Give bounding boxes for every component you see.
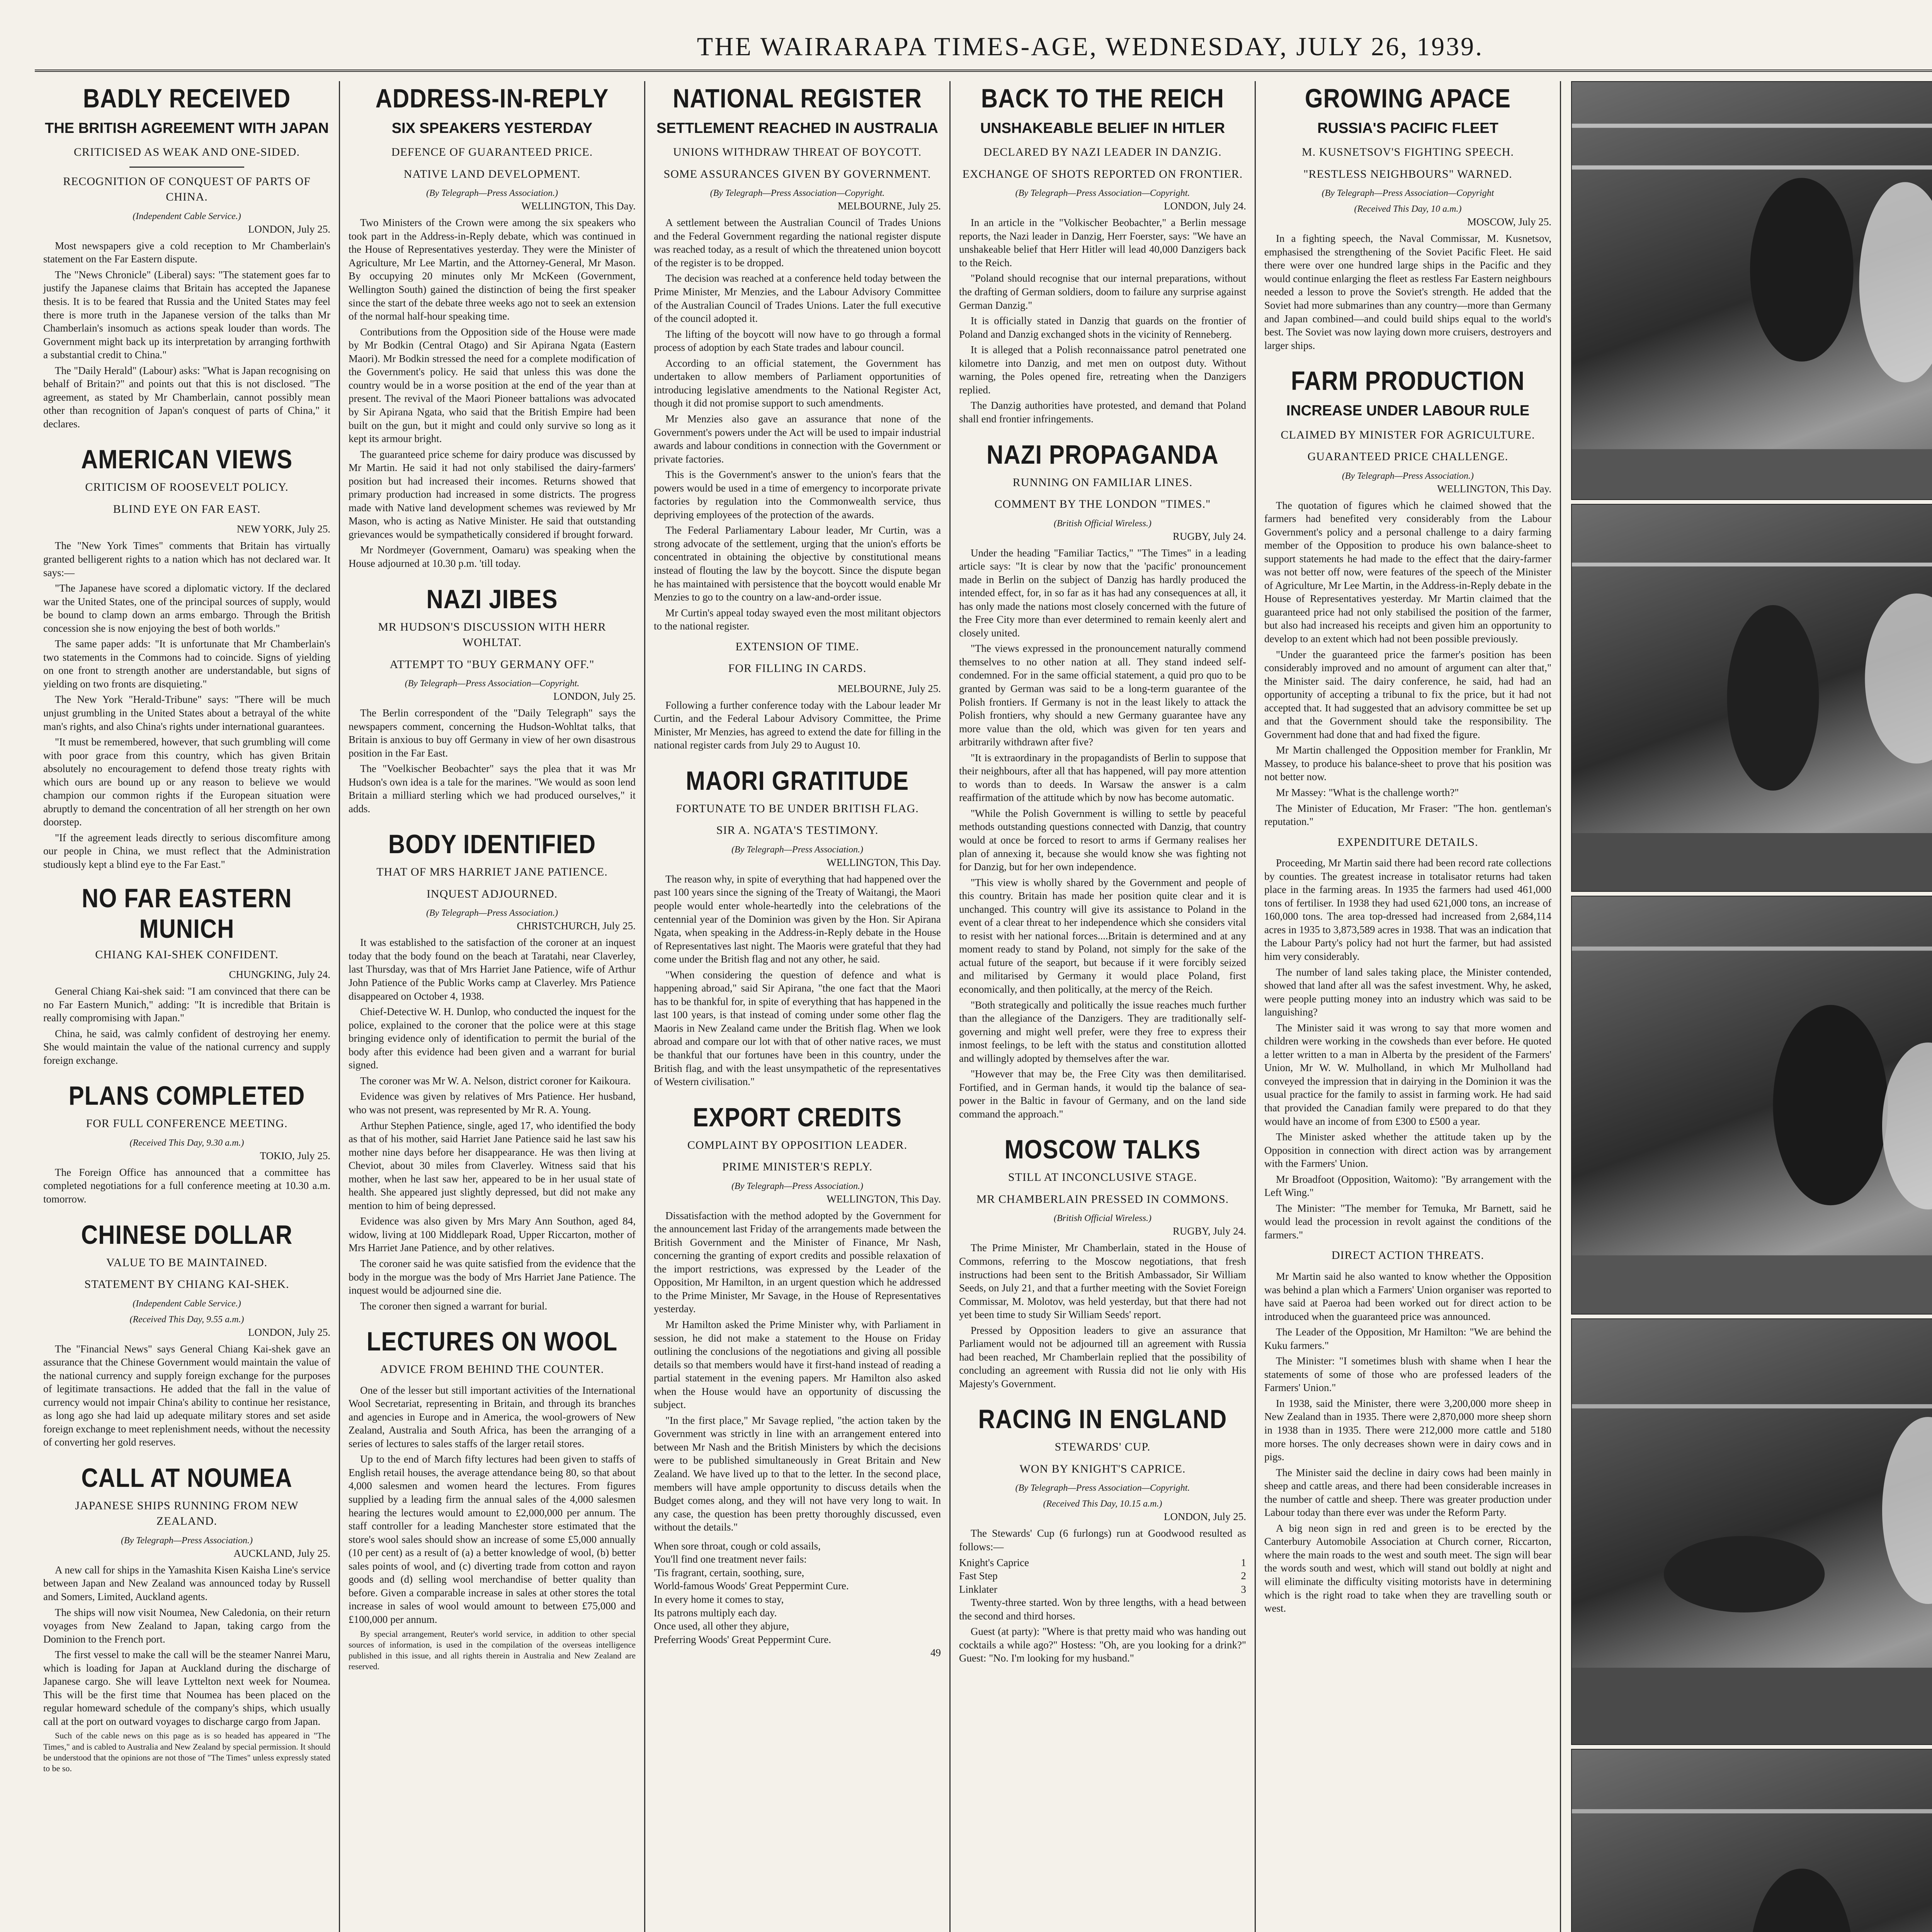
paragraph: "Under the guaranteed price the farmer's position has been considerably improved and no amount of argument can alter that," the Minister said. The dairy conference, he said, had had an opportunity of accepting a tribunal to fix the price, but it had not accepted that. It had suggested that an advisory committee be set up and that the Government should take the responsibility. The Government had done that and had fixed the figure. <box>1264 648 1551 740</box>
headline: CALL AT NOUMEA <box>81 1463 293 1493</box>
article-moscow-talks <box>959 1136 1246 1390</box>
paragraph: The Minister: "The member for Temuka, Mr Barnett, said he would lead the procession in revolt against the conditions of the farmers." <box>1264 1202 1551 1241</box>
subhead: M. KUSNETSOV'S FIGHTING SPEECH. <box>1302 146 1514 159</box>
subhead: CLAIMED BY MINISTER FOR AGRICULTURE. <box>1281 428 1535 441</box>
paragraph: A new call for ships in the Yamashita Kisen Kaisha Line's service between Japan and New Zealand was announced today by Russell and Somers, Limited, Auckland agents. <box>43 1564 330 1602</box>
paragraph: The coroner then signed a warrant for burial. <box>360 1300 548 1312</box>
dateline: LONDON, July 25. <box>248 223 330 235</box>
subhead: CRITICISM OF ROOSEVELT POLICY. <box>85 481 289 494</box>
dateline: TOKIO, July 25. <box>260 1150 330 1162</box>
boxing-photo-3 <box>1571 896 1932 1315</box>
headline: PLANS COMPLETED <box>68 1081 305 1111</box>
credit: (By Telegraph—Press Association—Copyright <box>1321 188 1494 199</box>
paragraph: Under the heading "Familiar Tactics," "The Times" in a leading article says: "It is clear by now that the 'pacific' pronouncement made in Berlin on the subject of Danzig has hardly produced the intended effect, for, in so far as it has had any consequences at all, it has only made the nations most closely concerned with the future of the Free City more than ever determined to remain keenly alert and closely united. <box>959 547 1246 639</box>
newspaper-page <box>35 23 1932 1932</box>
subhead: ATTEMPT TO "BUY GERMANY OFF." <box>389 658 595 671</box>
photo-column <box>1561 81 1932 1932</box>
article-body <box>43 1563 330 1774</box>
dateline: CHUNGKING, July 24. <box>229 969 330 981</box>
article-body <box>43 1342 330 1449</box>
subhead: JAPANESE SHIPS RUNNING FROM NEW ZEALAND. <box>75 1499 299 1528</box>
ad-line: You'll find one treatment never fails: <box>654 1553 807 1565</box>
article-body <box>1264 1270 1551 1615</box>
subhead: STATEMENT BY CHIANG KAI-SHEK. <box>84 1278 289 1291</box>
article-body <box>43 985 330 1067</box>
paragraph: Contributions from the Opposition side of the House were made by Mr Bodkin (Central Otago) and Sir Apirana Ngata (Eastern Maori). Mr Bodkin stressed the need for a complete modification of the Government's policy. He said that unless this was done the country would be in a worse position at the end of the year than at present. The revival of the Maori Pioneer battalions was advocated by Sir Apirana Ngata, who said that the British Empire had been built on the gun, but it might and could only survive so long as it kept its armour bright. <box>349 326 636 445</box>
paragraph: The "News Chronicle" (Liberal) says: "The statement goes far to justify the Japanese claims that Britain has accepted the Japanese thesis. It is to be feared that Russia and the United States may feel there is more truth in the Japanese version of the talks than Mr Chamberlain's insomuch as actions speak louder than words. The Government might back up its interpretation by arranging forthwith a substantial credit to China." <box>43 269 330 361</box>
paragraph: In a fighting speech, the Naval Commissar, M. Kusnetsov, emphasised the strengthening of the Soviet Pacific Fleet. He said there were over one hundred large ships in the Pacific and they would continue enlarging the fleet as restless Far Eastern neighbours needed a lesson to prove the Soviet's strength. He added that the Soviet had more submarines than any country—more than Germany and Japan combined—and could build ships equal to the world's best. The Soviet was now laying down more cruisers, destroyers and larger ships. <box>1264 233 1551 351</box>
peppermint-cure-ad <box>654 1539 941 1660</box>
paragraph: A big neon sign in red and green is to be erected by the Canterbury Automobile Association at Church corner, Riccarton, where the main roads to the west and south meet. The sign will bear the words south and west, which will stand out boldly at night and will eliminate the difficulty visiting motorists have in determining which is the right road to take when they are travelling south or west. <box>1264 1522 1551 1614</box>
credit: (Received This Day, 10.15 a.m.) <box>1043 1499 1162 1509</box>
headline: CHINESE DOLLAR <box>81 1219 293 1250</box>
paragraph: Dissatisfaction with the method adopted by the Government for the announcement last Friday of the arrangements made between the British Government and the Minister of Finance, Mr Nash, concerning the granting of export credits and possible relaxation of the import restrictions, was expressed by the Leader of the Opposition, Mr Hamilton, in an urgent question which he addressed to the Prime Minister, Mr Savage, in the House of Representatives yesterday. <box>654 1209 941 1315</box>
horse-name: Fast Step <box>959 1570 998 1582</box>
paragraph: In 1938, said the Minister, there were 3,200,000 more sheep in New Zealand than in 1935. There were 2,870,000 more sheep shorn in 1938 than in 1935. There were 212,000 more cattle and 5180 more horses. The only decreases shown were in dairy cows and in pigs. <box>1264 1397 1551 1463</box>
paragraph: The guaranteed price scheme for dairy produce was discussed by Mr Martin. He said it had not only stabilised the dairy-farmers' position but had increased their incomes. Returns showed that primary production had increased in some districts. The progress made with Native land development schemes was reviewed by Mr Mason, who is acting as Native Minister. He said that outstanding grievances would be sympathetically considered if brought forward. <box>349 448 636 540</box>
headline: MOSCOW TALKS <box>1004 1134 1201 1165</box>
paragraph: Pressed by Opposition leaders to give an assurance that Parliament would not be adjourned till an agreement with Russia had been reached, Mr Chamberlain replied that the possibility of concluding an agreement with Russia did not lie only with His Majesty's Government. <box>959 1324 1246 1389</box>
result-row <box>959 1556 1246 1570</box>
deck: UNSHAKEABLE BELIEF IN HITLER <box>980 120 1225 136</box>
paragraph: The "Voelkischer Beobachter" says the plea that it was Mr Hudson's own idea is a tale for the marines. "We would as soon lend Britain a milliard sterling which we had produced ourselves," it adds. <box>349 763 636 815</box>
paragraph: One of the lesser but still important activities of the International Wool Secretariat, representing in Britain, and through its branches and agencies in Europe and in America, the wool-growers of New Zealand, Australia and South Africa, has been the arranging of a series of lectures to sales staffs of the larger retail stores. <box>349 1384 636 1449</box>
paragraph: Up to the end of March fifty lectures had been given to staffs of English retail houses, the average attendance being 80, so that about 4,000 salesmen and women heard the lectures. From figures supplied by a leading firm the annual sales of the 4,000 salesmen hearing the lectures would amount to £2,000,000 per annum. The staff controller for a leading Manchester store estimated that the store's wool sales should show an increase of some £5,000 annually (10 per cent) as a result of (a) a better knowledge of wool, (b) better sales points of wool, and (c) diverting trade from cotton and rayon goods and (d) selling wool merchandise of better quality than before. Given a comparable increase in sales at other stores the total increase in sales of wool would amount to between £75,000 and £100,000 per annum. <box>349 1453 636 1625</box>
paragraph: The Minister of Education, Mr Fraser: "The hon. gentleman's reputation." <box>1264 802 1551 828</box>
paragraph: The "New York Times" comments that Britain has virtually granted belligerent rights to a nation which has not declared war. It says:— <box>43 540 330 578</box>
subhead: RUNNING ON FAMILIAR LINES. <box>1012 476 1193 489</box>
paragraph: Mr Menzies also gave an assurance that none of the Government's powers under the Act will be used to impair industrial awards and labour conditions in connection with the Government or private factories. <box>654 413 941 465</box>
paragraph: This is the Government's answer to the union's fears that the powers would be used in a time of emergency to incorporate private factories by regulation into the Commonwealth service, thus depriving employees of the protection of the awards. <box>654 469 941 520</box>
subhead: MR CHAMBERLAIN PRESSED IN COMMONS. <box>976 1192 1229 1206</box>
article-back-to-the-reich <box>959 85 1246 426</box>
paragraph: The decision was reached at a conference held today between the Prime Minister, Mr Menzies, and the Labour Advisory Committee of the Australian Council of Trades Unions. Later the full executive of the council adopted it. <box>654 272 941 325</box>
paragraph: In an article in the "Volkischer Beobachter," a Berlin message reports, the Nazi leader in Danzig, Herr Foerster, says: "We have an unshakeable belief that Herr Hitler will lead 40,000 Danzigers back to the Reich. <box>959 217 1246 269</box>
dateline: NEW YORK, July 25. <box>236 523 330 535</box>
credit: (By Telegraph—Press Association.) <box>1342 471 1474 481</box>
paragraph: "It must be remembered, however, that such grumbling will come with poor grace from this country, which has given Britain absolutely no encouragement to defend those treaty rights with which ours are bound up or any reason to believe we would champion our common rights if the European situation were abruptly to demand the concentration of all her strength on her own doorstep. <box>43 736 330 828</box>
article-body <box>959 1527 1246 1665</box>
article-body <box>1264 499 1551 828</box>
paragraph: The Foreign Office has announced that a committee has completed negotiations for a full conference meeting at 10.30 a.m. tomorrow. <box>43 1166 330 1205</box>
subhead: FORTUNATE TO BE UNDER BRITISH FLAG. <box>676 802 919 815</box>
article-body-identified <box>349 831 636 1313</box>
article-farm-production <box>1264 367 1551 1615</box>
subhead: PRIME MINISTER'S REPLY. <box>722 1160 873 1173</box>
column-1 <box>35 81 340 1932</box>
paragraph: Chief-Detective W. H. Dunlop, who conducted the inquest for the police, explained to the coroner that the police were at this stage bringing evidence only of identification to permit the burial of the body after this evidence had been given and a warrant for burial signed. <box>349 1006 636 1071</box>
article-body <box>654 699 941 752</box>
ad-line: 'Tis fragrant, certain, soothing, sure, <box>654 1566 804 1578</box>
paragraph: It is officially stated in Danzig that guards on the frontier of Poland and Danzig exchanged shots in the vicinity of Renneberg. <box>959 315 1246 340</box>
article-racing-in-england <box>959 1406 1246 1665</box>
article-badly-received <box>43 85 330 430</box>
article-plans-completed <box>43 1082 330 1206</box>
article-body <box>959 216 1246 425</box>
ad-line: Preferring Woods' Great Peppermint Cure. <box>654 1633 831 1645</box>
paragraph: The Stewards' Cup (6 furlongs) run at Goodwood resulted as follows:— <box>959 1527 1246 1553</box>
times-note: Such of the cable news on this page as is so headed has appeared in "The Times," and is cabled to Australia and New Zealand by special permission. It should be understood that the opinions are not those of "The Times" unless expressly stated to be so. <box>43 1731 330 1773</box>
credit: (By Telegraph—Press Association.) <box>426 908 558 918</box>
article-call-at-noumea <box>43 1464 330 1774</box>
paragraph: Evidence was given by relatives of Mrs Patience. Her husband, who was not present, was represented by Mr R. A. Young. <box>349 1090 636 1116</box>
reuter-note: By special arrangement, Reuter's world service, in addition to other special sources of information, is used in the compilation of the overseas intelligence published in this issue, and all rights therein in Australia and New Zealand are reserved. <box>349 1629 636 1671</box>
subhead: "RESTLESS NEIGHBOURS" WARNED. <box>1303 167 1512 180</box>
paragraph: Mr Broadfoot (Opposition, Waitomo): "By arrangement with the Left Wing." <box>1264 1173 1551 1199</box>
dateline: WELLINGTON, This Day. <box>827 1193 941 1205</box>
result-row <box>959 1569 1246 1583</box>
column-5 <box>1256 81 1561 1932</box>
article-body <box>959 1241 1246 1390</box>
dateline: LONDON, July 24. <box>1164 200 1246 212</box>
subhead: DEFENCE OF GUARANTEED PRICE. <box>391 146 593 159</box>
paragraph: The same paper adds: "It is unfortunate that Mr Chamberlain's two statements in the Commons had to coincide. Signs of yielding on one front to strength another are understandable, but signs of yielding on two fronts are disquieting." <box>43 638 330 690</box>
subhead: NATIVE LAND DEVELOPMENT. <box>403 167 581 180</box>
placing: 3 <box>1241 1583 1246 1595</box>
paragraph: The ships will now visit Noumea, New Caledonia, on their return voyages from New Zealand to Japan, taking cargo from the Dominion to the French port. <box>43 1606 330 1645</box>
credit: (Received This Day, 9.55 a.m.) <box>129 1314 244 1325</box>
paragraph: The coroner was Mr W. A. Nelson, district coroner for Kaikoura. <box>360 1075 631 1087</box>
credit: (By Telegraph—Press Association—Copyright. <box>405 679 580 689</box>
article-body <box>654 1209 941 1534</box>
paragraph: The lifting of the boycott will now have to go through a formal process of adoption by each State trades and labour council. <box>654 328 941 354</box>
headline: NAZI JIBES <box>426 584 558 614</box>
dateline: MELBOURNE, July 25. <box>837 200 941 212</box>
paragraph: It is alleged that a Polish reconnaissance patrol penetrated one kilometre into Danzig, and met men on outpost duty. Without warning, the Poles opened fire, retreating when the Danzigers replied. <box>959 344 1246 396</box>
headline: AMERICAN VIEWS <box>81 444 293 474</box>
paragraph: Guest (at party): "Where is that pretty maid who was handing out cocktails a while ago?" Hostess: "Oh, are you looking for a drink?" Guest: "No. I'm looking for my husband." <box>959 1626 1246 1664</box>
paragraph: Proceeding, Mr Martin said there had been record rate collections by counties. The greatest increase in totalisator returns had taken place in the farming areas. In 1935 the farmers had used 461,000 tons of fertiliser. In 1938 they had used 621,000 tons, an increase of 160,000 tons. The area top-dressed had increased from 2,684,114 acres in 1935 to 3,873,589 acres in 1938. That was an indication that the Labour Party's policy had not hurt the farmer, but had assisted him very considerably. <box>1264 857 1551 962</box>
dateline: LONDON, July 25. <box>553 690 636 702</box>
subhead: WON BY KNIGHT'S CAPRICE. <box>1019 1462 1186 1475</box>
paragraph: "When considering the question of defence and what is happening abroad," said Sir Apirana, "the one fact that the Maori has to be thankful for, in spite of everything that has happened in the last 100 years, is that instead of coming under some other flag the Maoris in New Zealand came under the British flag. When we look abroad and compare our lot with that of other native races, we must be thankful that our fortunes have been in this country, under the British flag, and with the least unsympathetic of the representatives of Western civilisation." <box>654 969 941 1088</box>
column-3 <box>645 81 951 1932</box>
placing: 1 <box>1241 1556 1246 1568</box>
paragraph: "Both strategically and politically the issue reaches much further than the allegiance of the Danzigers. They are traditionally self-governing and might well prefer, were they free to express their inmost feelings, to be left with the status and constitution allotted and willingly adopted by themselves after the war. <box>959 999 1246 1064</box>
subhead: SOME ASSURANCES GIVEN BY GOVERNMENT. <box>663 167 931 180</box>
paragraph: It was established to the satisfaction of the coroner at an inquest today that the body found on the beach at Taratahi, near Claverley, last Thursday, was that of Mrs Harriet Jane Patience, wife of Arthur John Patience of the Public Works camp at Claverley. Mrs Patience disappeared on October 4, 1938. <box>349 937 636 1002</box>
paragraph: The Danzig authorities have protested, and demand that Poland shall end frontier infringements. <box>959 400 1246 425</box>
dateline: WELLINGTON, This Day. <box>1437 483 1551 495</box>
credit: (By Telegraph—Press Association.) <box>731 844 864 855</box>
subhead: ADVICE FROM BEHIND THE COUNTER. <box>380 1363 604 1376</box>
paragraph: The Minister said the decline in dairy cows had been mainly in sheep and cattle areas, and there had been considerable increases in the number of cattle and sheep. There was greater production under Labour today than there ever was under the Reform Party. <box>1264 1466 1551 1519</box>
paragraph: Mr Nordmeyer (Government, Oamaru) was speaking when the House adjourned at 10.30 p.m. 'till today. <box>349 544 636 569</box>
placing: 2 <box>1241 1570 1246 1582</box>
credit: (British Official Wireless.) <box>1053 518 1152 529</box>
credit: (By Telegraph—Press Association.) <box>731 1181 864 1191</box>
subhead: EXTENSION OF TIME. <box>735 640 859 653</box>
paragraph: "Poland should recognise that our internal preparations, without the drafting of German soldiers, doom to failure any surprise against German Danzig." <box>959 272 1246 311</box>
subhead: UNIONS WITHDRAW THREAT OF BOYCOTT. <box>673 146 922 159</box>
paragraph: Mr Massey: "What is the challenge worth?" <box>1276 787 1459 798</box>
dateline: MELBOURNE, July 25. <box>837 682 941 694</box>
credit: (Independent Cable Service.) <box>133 211 241 221</box>
subhead: COMMENT BY THE LONDON "TIMES." <box>994 498 1211 510</box>
article-nazi-propaganda <box>959 441 1246 1121</box>
dateline: LONDON, July 25. <box>1164 1511 1246 1523</box>
dateline: CHRISTCHURCH, July 25. <box>517 920 636 932</box>
subhead: MR HUDSON'S DISCUSSION WITH HERR WOHLTAT. <box>378 620 606 649</box>
ad-line: Once used, all other they abjure, <box>654 1620 789 1632</box>
deck: SETTLEMENT REACHED IN AUSTRALIA <box>656 120 939 136</box>
article-american-views <box>43 446 330 871</box>
subhead: THAT OF MRS HARRIET JANE PATIENCE. <box>376 866 608 879</box>
paragraph: General Chiang Kai-shek said: "I am convinced that there can be no Far Eastern Munich," adding: "It is incredible that Britain is really compromising with Japan." <box>43 985 330 1024</box>
headline: EXPORT CREDITS <box>693 1102 902 1132</box>
article-body <box>349 936 636 1313</box>
credit: (Independent Cable Service.) <box>133 1298 241 1309</box>
paragraph: The quotation of figures which he claimed showed that the farmers had benefited very considerably from the Labour Government's policy and a personal challenge to a dairy farming member of the Opposition to produce his own balance-sheet to support statements he had made to the effect that the dairy-farmer was not better off now, were features of the speech of the Minister of Agriculture, Mr Lee Martin, in the Address-in-Reply debate in the House of Representatives yesterday. Mr Martin claimed that the guaranteed price had not only stabilised the position of the farmer, but also had increased his receipts and given him an opportunity to develop to an extent which had not been possible previously. <box>1264 499 1551 645</box>
paragraph: Most newspapers give a cold reception to Mr Chamberlain's statement on the Far Eastern dispute. <box>43 240 330 265</box>
headline: FARM PRODUCTION <box>1291 366 1525 396</box>
paragraph: China, he said, was calmly confident of destroying her enemy. She would maintain the value of the national currency and supply foreign exchange. <box>43 1027 330 1066</box>
subhead: EXPENDITURE DETAILS. <box>1337 835 1478 849</box>
paragraph: "This view is wholly shared by the Government and people of this country. Britain has made her position quite clear and it is unchanged. This country will give its assistance to Poland in the event of a clear threat to her independence which she considers vital to resist with her national forces....Britain is determined and at any moment ready to stand by Poland, not simply for the sake of the actual future of the seaport, but because if it were forcibly seized and militarised by Germany it would place Poland, first economically, and then politically, at the mercy of the Reich. <box>959 876 1246 995</box>
ad-line: In every home it comes to stay, <box>654 1593 784 1605</box>
headline: BADLY RECEIVED <box>83 83 291 114</box>
article-body <box>43 1166 330 1206</box>
credit: (By Telegraph—Press Association.) <box>426 188 558 199</box>
paragraph: Following a further conference today with the Labour leader Mr Curtin, and the Federal Labour Advisory Committee, the Prime Minister, Mr Menzies, has agreed to extend the date for filling in the national register cards from July 29 to August 10. <box>654 699 941 751</box>
paragraph: The "Daily Herald" (Labour) asks: "What is Japan recognising on behalf of Britain?" and points out that this is not disclosed. "The agreement, as stated by Mr Chamberlain, cannot possibly mean other than recognition of Japan's conquest of parts of China," it declares. <box>43 364 330 430</box>
paragraph: "If the agreement leads directly to serious discomfiture among our people in China, we must reflect that the Administration studiously kept a blind eye to the Far East." <box>43 832 330 871</box>
horse-name: Knight's Caprice <box>959 1556 1029 1568</box>
article-body <box>349 216 636 570</box>
paragraph: The "Financial News" says General Chiang Kai-shek gave an assurance that the Chinese Government would maintain the value of the national currency and supply foreign exchange for the purposes of legitimate transactions. He added that the fall in the value of currency would not impair China's ability to continue her resistance, as long ago she had laid up adequate military stores and set aside foreign exchange to meet replenishment needs, without the necessity of converting her gold reserves. <box>43 1343 331 1448</box>
boxing-photo-5 <box>1571 1749 1932 1932</box>
paragraph: The reason why, in spite of everything that had happened over the past 100 years since the signing of the Treaty of Waitangi, the Maori people would enter whole-heartedly into the celebrations of the centennial year of the Dominion was given by the Hon. Sir Apirana Ngata, when speaking in the Address-in-Reply debate in the House of Representatives last night. The Maoris were grateful that they had come under the British flag and not any other, he said. <box>654 873 941 965</box>
dateline: WELLINGTON, This Day. <box>827 856 941 868</box>
credit: (Received This Day, 10 a.m.) <box>1354 204 1462 214</box>
headline: NO FAR EASTERN MUNICH <box>82 883 292 944</box>
deck: THE BRITISH AGREEMENT WITH JAPAN <box>45 120 329 136</box>
subhead: DIRECT ACTION THREATS. <box>1331 1249 1485 1262</box>
paragraph: According to an official statement, the Government has undertaken to allow members of Parliament opportunities of introducing legislative amendments to the National Register Act, though it did not promise support to such amendments. <box>654 357 941 409</box>
paragraph: Twenty-three started. Won by three lengths, with a head between the second and third horses. <box>959 1597 1246 1622</box>
column-2 <box>340 81 645 1932</box>
paragraph: The Berlin correspondent of the "Daily Telegraph" says the newspapers comment, concerning the Hudson-Wohltat talks, that Britain is anxious to buy off Germany in view of her own disastrous position in the Far East. <box>349 707 636 759</box>
headline: MAORI GRATITUDE <box>685 765 909 796</box>
ad-number: 49 <box>930 1647 941 1659</box>
subhead: SIR A. NGATA'S TESTIMONY. <box>716 824 879 837</box>
article-body <box>43 239 330 431</box>
paragraph: Evidence was also given by Mrs Mary Ann Southon, aged 84, widow, living at 100 Middlepark Road, Upper Riccarton, mother of Mrs Harriet Jane Patience, and by other relatives. <box>349 1215 636 1254</box>
horse-name: Linklater <box>959 1583 997 1595</box>
boxing-photo-4 <box>1571 1318 1932 1745</box>
boxing-photo-2 <box>1571 504 1932 892</box>
deck: INCREASE UNDER LABOUR RULE <box>1286 403 1530 419</box>
masthead <box>35 23 1932 72</box>
paragraph: "However that may be, the Free City was then demilitarised. Fortified, and in German hands, it would tip the balance of sea-power in the Baltic in favour of Germany, and on the land side command the approach." <box>959 1068 1246 1120</box>
paragraph: The number of land sales taking place, the Minister contended, showed that land after all was the safest investment. Why, he asked, were people putting money into an industry which was said to be languishing? <box>1264 966 1551 1018</box>
headline: LECTURES ON WOOL <box>366 1327 618 1357</box>
article-body <box>654 216 941 633</box>
paragraph: The Minister said it was wrong to say that more women and children were working in the cowsheds than ever before. He quoted a letter written to a man in Alberta by the president of the Farmers' Union, Mr W. W. Mulholland, in which Mr Mulholland had conveyed the impression that in dairying in the Dominion it was the usual practice for the family to assist in farming work. He had said that provided the Canadian family were prepared to do that they would have an income of from £300 to £500 a year. <box>1264 1022 1551 1127</box>
ad-line: Its patrons multiply each day. <box>654 1607 777 1619</box>
subhead: RECOGNITION OF CONQUEST OF PARTS OF CHINA. <box>63 175 311 204</box>
deck: SIX SPEAKERS YESTERDAY <box>391 120 593 136</box>
article-body <box>43 539 330 871</box>
subhead: CRITICISED AS WEAK AND ONE-SIDED. <box>74 146 300 159</box>
headline: BACK TO THE REICH <box>981 83 1225 114</box>
article-national-register <box>654 85 941 752</box>
headline: NATIONAL REGISTER <box>673 83 922 114</box>
column-4 <box>951 81 1256 1932</box>
article-body <box>959 546 1246 1121</box>
article-body <box>349 706 636 815</box>
headline: ADDRESS-IN-REPLY <box>375 83 609 114</box>
article-nazi-jibes <box>349 586 636 816</box>
paragraph: The Federal Parliamentary Labour leader, Mr Curtin, was a strong advocate of the settlement, urging that the union's efforts be concentrated in obtaining the objective by constitutional means instead of flouting the law by the boycott. Since the dispute began he has maintained with persistence that the boycott would enable Mr Menzies to go to the country on a law-and-order issue. <box>654 524 941 603</box>
result-row <box>959 1583 1246 1596</box>
dateline: RUGBY, July 24. <box>1172 1225 1246 1237</box>
ad-line: When sore throat, cough or cold assails, <box>654 1540 821 1552</box>
credit: (British Official Wireless.) <box>1053 1213 1152 1224</box>
article-growing-apace <box>1264 85 1551 352</box>
subhead: DECLARED BY NAZI LEADER IN DANZIG. <box>983 146 1222 159</box>
paragraph: Mr Martin said he also wanted to know whether the Opposition was behind a plan which a Farmers' Union organiser was reported to have said at Paeroa had been worked out for direct action to be introduced when the guaranteed price was announced. <box>1264 1270 1551 1322</box>
subhead: CHIANG KAI-SHEK CONFIDENT. <box>95 948 279 961</box>
article-address-in-reply <box>349 85 636 570</box>
headline: NAZI PROPAGANDA <box>986 439 1219 469</box>
credit: (Received This Day, 9.30 a.m.) <box>129 1138 244 1148</box>
paragraph: Arthur Stephen Patience, single, aged 17, who identified the body as that of his mother, said Harriet Jane Patience said he last saw his mother nine days before her disappearance. He was then living at Cheviot, about 30 miles from Claverley. Witness said that his mother, when he last saw her, appeared to be in her usual state of health. She appeared just slightly depressed, but did not make any mention to him of being depressed. <box>349 1119 636 1211</box>
article-no-far-eastern-munich <box>43 883 330 1067</box>
subhead: STEWARDS' CUP. <box>1054 1440 1151 1454</box>
credit: (By Telegraph—Press Association.) <box>121 1535 253 1546</box>
dateline: RUGBY, July 24. <box>1172 530 1246 542</box>
paragraph: The Leader of the Opposition, Mr Hamilton: "We are behind the Kuku farmers." <box>1264 1326 1551 1351</box>
credit: (By Telegraph—Press Association—Copyright. <box>1015 1483 1190 1493</box>
subhead: BLIND EYE ON FAR EAST. <box>113 502 261 515</box>
paragraph: The first vessel to make the call will be the steamer Nanrei Maru, which is loading for Japan at Auckland during the discharge of Japanese cargo. She will leave Lyttelton next week for Noumea. This will be the first time that Noumea has been placed on the regular homeward schedule of the company's ships, which usually call at the port on outward voyages to discharge cargo from Japan. <box>43 1649 330 1727</box>
boxing-photo-1 <box>1571 81 1932 500</box>
subhead: EXCHANGE OF SHOTS REPORTED ON FRONTIER. <box>962 167 1243 180</box>
paragraph: "The Japanese have scored a diplomatic victory. If the declared war the United States, one of the principal sources of supply, would be bound to clamp down an arms embargo. Through the British concession she is now enjoying the best of both worlds." <box>43 582 330 634</box>
article-export-credits <box>654 1104 941 1660</box>
paragraph: The coroner said he was quite satisfied from the evidence that the body in the morgue was the body of Mrs Harriet Jane Patience. The inquest would be adjourned sine die. <box>349 1257 636 1296</box>
article-chinese-dollar <box>43 1221 330 1449</box>
credit: (By Telegraph—Press Association—Copyright. <box>1015 188 1190 199</box>
paragraph: The New York "Herald-Tribune" says: "There will be much unjust grumbling in the United States about a betrayal of the white man's rights, and also China's rights under international guarantees. <box>43 694 330 732</box>
paragraph: "In the first place," Mr Savage replied, "the action taken by the Government was strictly in line with an arrangement entered into between Mr Nash and the British Ministers by which the decisions were to be published simultaneously in Great Britain and New Zealand. We have lived up to that to the letter. In the second place, members will have ample opportunity to discuss details when the Budget comes along, and they will not have very long to wait. In any case, the question has been pretty thoroughly discussed, even without the details." <box>654 1414 941 1533</box>
columns <box>35 81 1932 1932</box>
article-lectures-on-wool <box>349 1328 636 1672</box>
article-body <box>1264 232 1551 352</box>
article-body <box>654 872 941 1088</box>
credit: (By Telegraph—Press Association—Copyright. <box>710 188 885 199</box>
paragraph: "While the Polish Government is willing to settle by peaceful methods outstanding questions connected with Danzig, that country would at once be forced to resort to arms if Germany realises her plan of annexing it, because she would know she was fighting not for Danzig, but for her own independence. <box>959 807 1246 873</box>
paragraph: The Prime Minister, Mr Chamberlain, stated in the House of Commons, referring to the Moscow negotiations, that fresh instructions had been sent to the British Ambassador, Sir William Seeds, on July 21, and that a further meeting with the Soviet Foreign Commissar, M. Molotov, was held yesterday, but that there had not yet been time to study Sir William Seeds' report. <box>959 1242 1246 1321</box>
paragraph: Mr Hamilton asked the Prime Minister why, with Parliament in session, he did not make a statement to the House on Friday outlining the conclusions of the negotiations and giving all possible details so that members would have it first-hand instead of reading a partial statement in the evening papers. Mr Hamilton also asked when the House would have an opportunity of discussing the subject. <box>654 1319 941 1411</box>
subhead: GUARANTEED PRICE CHALLENGE. <box>1307 450 1509 463</box>
paragraph: "The views expressed in the pronouncement naturally commend themselves to no other nation at all. They stand indeed self-condemned. For in the same official statement, a quid pro quo to be granted by German was said to be a long-term guarantee of the Polish frontiers. If Germany is not in the least likely to attack the Polish frontiers, why should a new Germany guarantee have any more value than the old, which was given for ten years and arbitrarily withdrawn after five? <box>959 643 1246 748</box>
deck: RUSSIA'S PACIFIC FLEET <box>1317 120 1498 136</box>
article-body <box>1264 856 1551 1242</box>
paragraph: Two Ministers of the Crown were among the six speakers who took part in the Address-in-Reply debate, which was continued in the House of Representatives yesterday. They were the Minister of Agriculture, Mr Lee Martin, and the Attorney-General, Mr Mason. By occupying 20 minutes only Mr McKeen (Government, Wellington South) gained the distinction of being the first speaker since the start of the debate three weeks ago not to seek an extension of the normal half-hour speaking time. <box>349 217 636 322</box>
headline: RACING IN ENGLAND <box>978 1404 1227 1434</box>
paragraph: A settlement between the Australian Council of Trades Unions and the Federal Government regarding the national register dispute was reached today, as a result of which the threatened union boycott of the register is to be dropped. <box>654 217 941 269</box>
paragraph: "It is extraordinary in the propagandists of Berlin to suppose that their neighbours, after all that has happened, will pay more attention to words than to deeds. In Warsaw the answer is a calm reaffirmation of the attitude which by now has become automatic. <box>959 752 1246 804</box>
dateline: MOSCOW, July 25. <box>1467 216 1551 228</box>
article-maori-gratitude <box>654 767 941 1088</box>
subhead: FOR FILLING IN CARDS. <box>728 662 867 675</box>
dateline: WELLINGTON, This Day. <box>521 200 636 212</box>
subhead: VALUE TO BE MAINTAINED. <box>106 1256 268 1269</box>
dateline: AUCKLAND, July 25. <box>233 1547 330 1559</box>
subhead: STILL AT INCONCLUSIVE STAGE. <box>1008 1171 1197 1184</box>
paragraph: The Minister: "I sometimes blush with shame when I hear the statements of some of those who are professed leaders of the Farmers' Union." <box>1264 1355 1551 1394</box>
paragraph: Mr Martin challenged the Opposition member for Franklin, Mr Massey, to produce his balance-sheet to prove that his position was not better now. <box>1264 744 1551 783</box>
subhead: INQUEST ADJOURNED. <box>426 887 558 900</box>
paragraph: The Minister asked whether the attitude taken up by the Opposition in connection with direct action was by arrangement with the Farmers' Union. <box>1264 1131 1551 1170</box>
ad-line: World-famous Woods' Great Peppermint Cure. <box>654 1580 849 1592</box>
masthead-title: THE WAIRARAPA TIMES-AGE, WEDNESDAY, JULY 26, 1939. <box>697 32 1484 61</box>
dateline: LONDON, July 25. <box>248 1326 330 1338</box>
headline: GROWING APACE <box>1305 83 1511 114</box>
subhead: FOR FULL CONFERENCE MEETING. <box>86 1117 288 1130</box>
article-body <box>349 1384 636 1672</box>
headline: BODY IDENTIFIED <box>388 829 596 859</box>
subhead: COMPLAINT BY OPPOSITION LEADER. <box>687 1138 908 1151</box>
paragraph: Mr Curtin's appeal today swayed even the most militant objectors to the national register. <box>654 607 941 632</box>
